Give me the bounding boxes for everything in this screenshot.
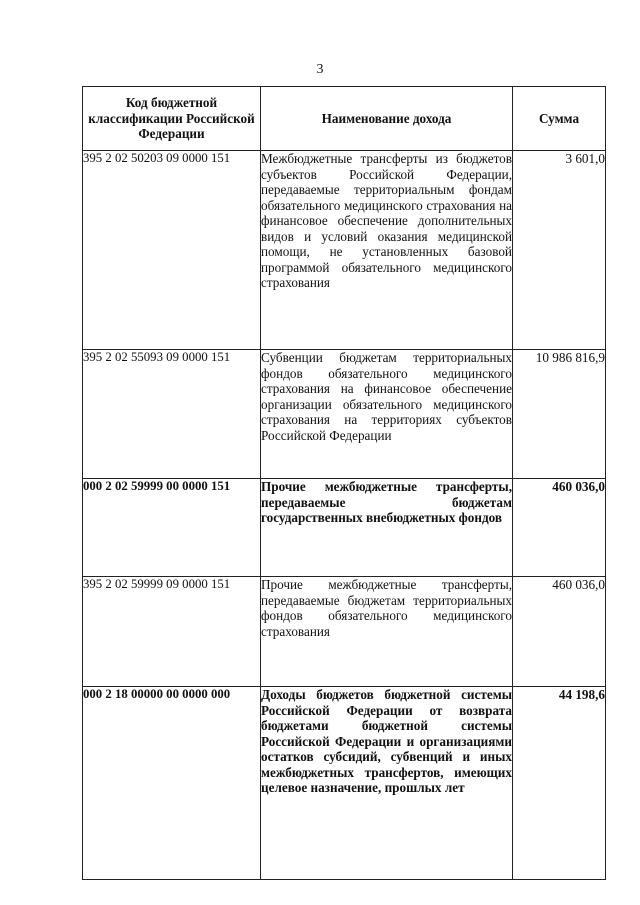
budget-code-cell: 000 2 02 59999 00 0000 151	[83, 479, 261, 577]
sum-cell: 10 986 816,9	[513, 350, 606, 479]
table-row	[83, 577, 606, 687]
table-header-row	[83, 87, 606, 151]
budget-code-cell: 000 2 18 00000 00 0000 000	[83, 687, 261, 880]
revenue-name-cell: Прочие межбюджетные трансферты, передаваемые бюджетам территориальных фондов обязательного медицинского страхования	[261, 577, 513, 687]
revenue-name-cell: Прочие межбюджетные трансферты, передаваемые бюджетам государственных внебюджетных фондов	[261, 479, 513, 577]
table-row-total	[83, 687, 606, 880]
revenue-name-cell: Межбюджетные трансферты из бюджетов субъектов Российской Федерации, передаваемые территориальным фондам обязательного медицинского страхования на финансовое обеспечение дополнительных видов и условий оказания медицинской помощи, не установленных базовой программой обязательного медицинского страхования	[261, 151, 513, 350]
sum-cell: 44 198,6	[513, 687, 606, 880]
header-code: Код бюджетной классификации Российской Федерации	[83, 87, 261, 151]
table-row	[83, 350, 606, 479]
budget-code-cell: 395 2 02 59999 09 0000 151	[83, 577, 261, 687]
sum-cell: 460 036,0	[513, 479, 606, 577]
revenue-table	[82, 86, 606, 880]
revenue-name-cell: Доходы бюджетов бюджетной системы Российской Федерации от возврата бюджетами бюджетной системы Российской Федерации и организациями остатков субсидий, субвенций и иных межбюджетных трансфертов, имеющих целевое назначение, прошлых лет	[261, 687, 513, 880]
header-sum: Сумма	[513, 87, 606, 151]
budget-code-cell: 395 2 02 55093 09 0000 151	[83, 350, 261, 479]
budget-code-cell: 395 2 02 50203 09 0000 151	[83, 151, 261, 350]
sum-cell: 460 036,0	[513, 577, 606, 687]
table-row	[83, 151, 606, 350]
sum-cell: 3 601,0	[513, 151, 606, 350]
header-name: Наименование дохода	[261, 87, 513, 151]
revenue-name-cell: Субвенции бюджетам территориальных фондов обязательного медицинского страхования на финансовое обеспечение организации обязательного медицинского страхования на территориях субъектов Российской Федерации	[261, 350, 513, 479]
table-row-total	[83, 479, 606, 577]
page-number: 3	[316, 62, 324, 77]
